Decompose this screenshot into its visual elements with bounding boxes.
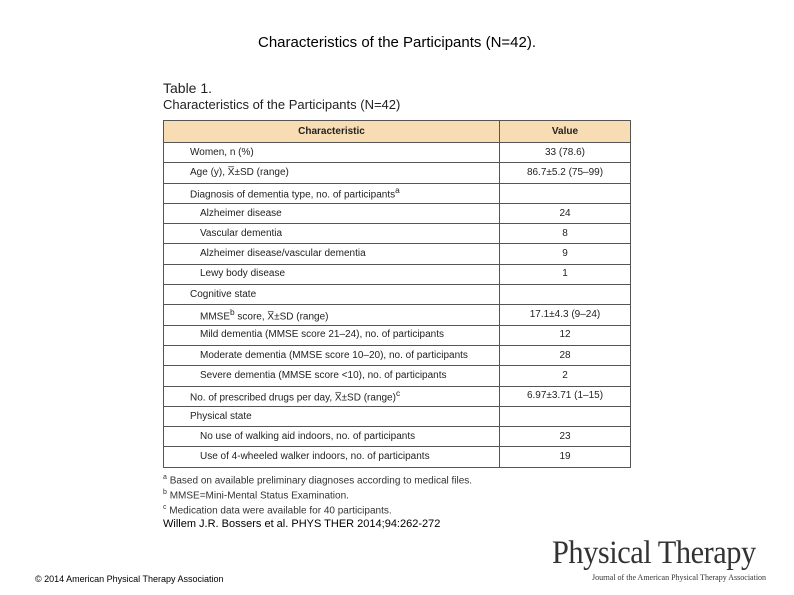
row-value: 6.97±3.71 (1–15) <box>500 386 631 406</box>
row-label: Women, n (%) <box>164 143 500 163</box>
table-row <box>164 285 631 305</box>
row-label: Use of 4-wheeled walker indoors, no. of participants <box>164 447 500 467</box>
row-value: 24 <box>500 203 631 223</box>
footnote: $^a$ Based on available preliminary diagnoses according to medical files. <box>163 474 473 487</box>
logo-title: Physical Therapy <box>552 535 756 571</box>
table-row <box>164 264 631 284</box>
logo-subtitle: Journal of the American Physical Therapy Association <box>592 573 767 582</box>
table-row <box>164 224 631 244</box>
table-row <box>164 366 631 386</box>
footnote: $^c$ Medication data were available for 40 participants. <box>163 503 392 516</box>
row-label: Diagnosis of dementia type, no. of participants$^a$ <box>164 183 500 203</box>
row-label: Lewy body disease <box>164 264 500 284</box>
table-row <box>164 406 631 426</box>
table-row <box>164 386 631 406</box>
table-row <box>164 325 631 345</box>
row-label: No. of prescribed drugs per day, X̅±SD (range)$^c$ <box>164 386 500 406</box>
row-value: 9 <box>500 244 631 264</box>
table-row <box>164 447 631 467</box>
row-value: 2 <box>500 366 631 386</box>
row-value <box>500 406 631 426</box>
journal-logo <box>552 536 782 586</box>
row-value: 19 <box>500 447 631 467</box>
table-row <box>164 203 631 223</box>
row-value: 8 <box>500 224 631 244</box>
row-label: No use of walking aid indoors, no. of participants <box>164 427 500 447</box>
row-label: Physical state <box>164 406 500 426</box>
row-label: Age (y), X̅±SD (range) <box>164 163 500 183</box>
row-value: 1 <box>500 264 631 284</box>
column-header-value: Value <box>500 121 631 143</box>
table-row <box>164 305 631 325</box>
column-header-characteristic: Characteristic <box>164 121 500 143</box>
characteristics-table <box>163 120 631 468</box>
citation: Willem J.R. Bossers et al. PHYS THER 2014;94:262-272 <box>163 518 441 530</box>
row-value: 12 <box>500 325 631 345</box>
table-footnotes <box>163 472 472 516</box>
row-value: 17.1±4.3 (9–24) <box>500 305 631 325</box>
row-label: Mild dementia (MMSE score 21–24), no. of participants <box>164 325 500 345</box>
table-caption: Characteristics of the Participants (N=42) <box>163 97 401 112</box>
row-label: MMSE$^b$ score, X̅±SD (range) <box>164 305 500 325</box>
copyright: © 2014 American Physical Therapy Association <box>35 574 224 584</box>
table-row <box>164 183 631 203</box>
row-value: 86.7±5.2 (75–99) <box>500 163 631 183</box>
table-row <box>164 427 631 447</box>
table-row <box>164 345 631 365</box>
row-value <box>500 285 631 305</box>
slide-title: Characteristics of the Participants (N=42). <box>257 34 537 51</box>
table-header-row <box>164 121 631 143</box>
row-label: Vascular dementia <box>164 224 500 244</box>
row-value <box>500 183 631 203</box>
footnote: $^b$ MMSE=Mini-Mental Status Examination. <box>163 488 349 502</box>
table-row <box>164 163 631 183</box>
table-row <box>164 244 631 264</box>
row-value: 28 <box>500 345 631 365</box>
row-label: Alzheimer disease <box>164 203 500 223</box>
row-label: Severe dementia (MMSE score <10), no. of participants <box>164 366 500 386</box>
row-label: Alzheimer disease/vascular dementia <box>164 244 500 264</box>
row-value: 23 <box>500 427 631 447</box>
table-label: Table 1. <box>163 80 213 96</box>
row-label: Cognitive state <box>164 285 500 305</box>
row-value: 33 (78.6) <box>500 143 631 163</box>
table-row <box>164 143 631 163</box>
row-label: Moderate dementia (MMSE score 10–20), no. of participants <box>164 345 500 365</box>
